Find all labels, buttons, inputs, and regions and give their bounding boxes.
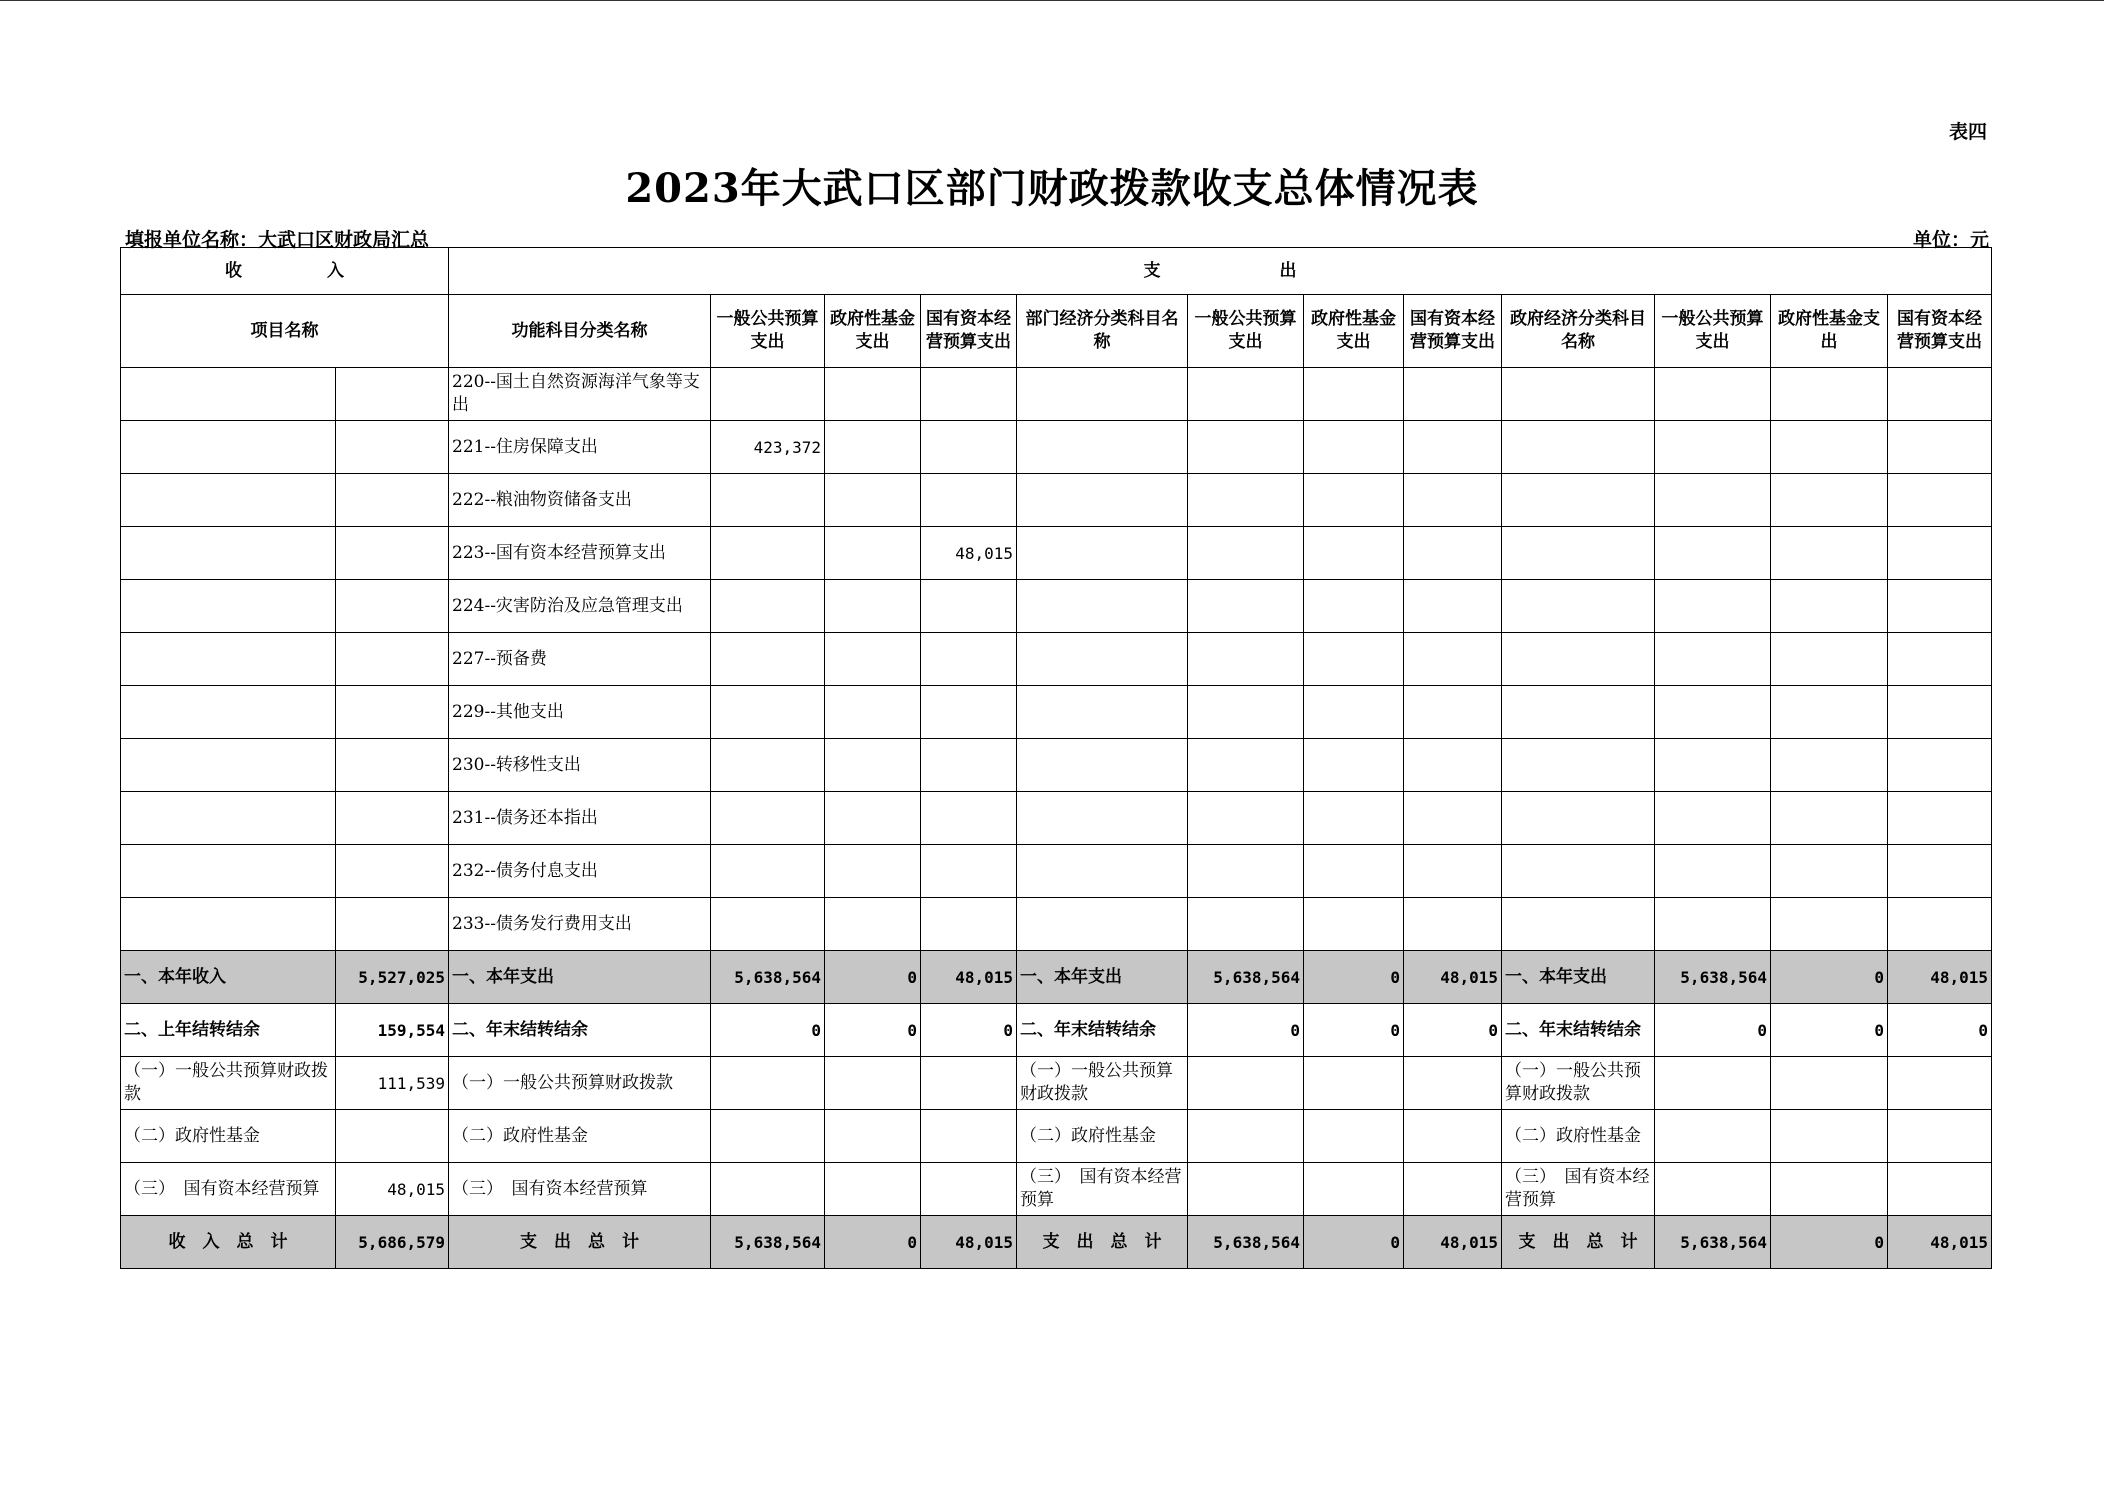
- income-label: [121, 527, 336, 580]
- func-label: 二、年末结转结余: [449, 1004, 711, 1057]
- func-label: （二）政府性基金: [449, 1110, 711, 1163]
- empty-cell: [1888, 421, 1992, 474]
- empty-cell: [1771, 527, 1888, 580]
- empty-cell: [1502, 792, 1655, 845]
- dept-state: [1404, 1163, 1502, 1216]
- gov-fund: [1771, 1163, 1888, 1216]
- function-rows: [121, 368, 1992, 951]
- empty-cell: [1502, 580, 1655, 633]
- empty-cell: [1017, 686, 1188, 739]
- empty-cell: [1771, 845, 1888, 898]
- income-label: [121, 898, 336, 951]
- dept-label: （一）一般公共预算财政拨款: [1017, 1057, 1188, 1110]
- income-value: [336, 580, 449, 633]
- func-label: 227--预备费: [449, 633, 711, 686]
- func-state: [921, 474, 1017, 527]
- empty-cell: [1502, 633, 1655, 686]
- func-general: [711, 739, 825, 792]
- empty-cell: [1404, 739, 1502, 792]
- func-general: 5,638,564: [711, 951, 825, 1004]
- empty-cell: [1655, 580, 1771, 633]
- func-fund: [825, 1057, 921, 1110]
- func-general: 5,638,564: [711, 1216, 825, 1269]
- func-general: [711, 368, 825, 421]
- empty-cell: [1888, 845, 1992, 898]
- col-item-name: 项目名称: [121, 295, 449, 368]
- gov-state: 48,015: [1888, 951, 1992, 1004]
- gov-general: [1655, 1163, 1771, 1216]
- empty-cell: [1304, 898, 1404, 951]
- expense-group-header: 支 出: [449, 248, 1992, 295]
- empty-cell: [1771, 633, 1888, 686]
- income-value: 159,554: [336, 1004, 449, 1057]
- func-label: 一、本年支出: [449, 951, 711, 1004]
- empty-cell: [1655, 739, 1771, 792]
- func-state: [921, 1057, 1017, 1110]
- gov-fund: [1771, 1110, 1888, 1163]
- empty-cell: [1188, 474, 1304, 527]
- income-label: [121, 686, 336, 739]
- empty-cell: [1404, 633, 1502, 686]
- sub-rows: [121, 1057, 1992, 1216]
- income-label: [121, 474, 336, 527]
- empty-cell: [1655, 474, 1771, 527]
- dept-state: 48,015: [1404, 1216, 1502, 1269]
- func-label: 229--其他支出: [449, 686, 711, 739]
- income-value: 48,015: [336, 1163, 449, 1216]
- func-state: [921, 1110, 1017, 1163]
- function-row: [121, 633, 1992, 686]
- col-general-2: 一般公共预算支出: [1188, 295, 1304, 368]
- empty-cell: [1404, 580, 1502, 633]
- empty-cell: [1888, 580, 1992, 633]
- income-label: 二、上年结转结余: [121, 1004, 336, 1057]
- income-value: [336, 898, 449, 951]
- empty-cell: [1304, 421, 1404, 474]
- income-label: [121, 421, 336, 474]
- func-state: [921, 686, 1017, 739]
- func-fund: [825, 739, 921, 792]
- empty-cell: [1502, 474, 1655, 527]
- gov-state: [1888, 1110, 1992, 1163]
- func-general: [711, 633, 825, 686]
- income-label: （二）政府性基金: [121, 1110, 336, 1163]
- income-value: 5,527,025: [336, 951, 449, 1004]
- empty-cell: [1188, 368, 1304, 421]
- func-general: [711, 898, 825, 951]
- dept-state: 48,015: [1404, 951, 1502, 1004]
- func-label: 220--国土自然资源海洋气象等支出: [449, 368, 711, 421]
- empty-cell: [1771, 474, 1888, 527]
- empty-cell: [1888, 792, 1992, 845]
- budget-table: [120, 247, 1992, 1269]
- dept-state: 0: [1404, 1004, 1502, 1057]
- empty-cell: [1502, 686, 1655, 739]
- dept-general: [1188, 1057, 1304, 1110]
- func-state: [921, 633, 1017, 686]
- empty-cell: [1017, 633, 1188, 686]
- group-header-row: [121, 248, 1992, 295]
- func-general: [711, 1163, 825, 1216]
- sub-row: [121, 1163, 1992, 1216]
- func-total-label: 支 出 总 计: [449, 1216, 711, 1269]
- func-label: 222--粮油物资储备支出: [449, 474, 711, 527]
- empty-cell: [1404, 368, 1502, 421]
- empty-cell: [1304, 739, 1404, 792]
- function-row: [121, 792, 1992, 845]
- empty-cell: [1771, 580, 1888, 633]
- income-total-value: 5,686,579: [336, 1216, 449, 1269]
- dept-label: 一、本年支出: [1017, 951, 1188, 1004]
- empty-cell: [1655, 633, 1771, 686]
- func-general: [711, 845, 825, 898]
- col-fund-1: 政府性基金支出: [825, 295, 921, 368]
- gov-fund: 0: [1771, 1004, 1888, 1057]
- empty-cell: [1404, 527, 1502, 580]
- func-general: [711, 580, 825, 633]
- empty-cell: [1404, 898, 1502, 951]
- income-value: [336, 845, 449, 898]
- col-state-3: 国有资本经营预算支出: [1888, 295, 1992, 368]
- dept-label: （三） 国有资本经营预算: [1017, 1163, 1188, 1216]
- top-rule: [0, 0, 2104, 1]
- gov-fund: 0: [1771, 1216, 1888, 1269]
- income-label: [121, 792, 336, 845]
- income-value: [336, 1110, 449, 1163]
- income-value: [336, 474, 449, 527]
- empty-cell: [1304, 527, 1404, 580]
- empty-cell: [1771, 368, 1888, 421]
- empty-cell: [1655, 898, 1771, 951]
- dept-state: [1404, 1110, 1502, 1163]
- income-value: 111,539: [336, 1057, 449, 1110]
- col-state-2: 国有资本经营预算支出: [1404, 295, 1502, 368]
- func-fund: [825, 686, 921, 739]
- func-state: [921, 898, 1017, 951]
- empty-cell: [1404, 686, 1502, 739]
- gov-label: （一）一般公共预算财政拨款: [1502, 1057, 1655, 1110]
- empty-cell: [1304, 474, 1404, 527]
- func-fund: [825, 527, 921, 580]
- func-general: [711, 686, 825, 739]
- income-value: [336, 633, 449, 686]
- empty-cell: [1888, 739, 1992, 792]
- income-value: [336, 792, 449, 845]
- empty-cell: [1655, 421, 1771, 474]
- func-label: （一）一般公共预算财政拨款: [449, 1057, 711, 1110]
- sub-row: [121, 1110, 1992, 1163]
- dept-fund: 0: [1304, 1004, 1404, 1057]
- func-general: 423,372: [711, 421, 825, 474]
- empty-cell: [1888, 368, 1992, 421]
- dept-label: （二）政府性基金: [1017, 1110, 1188, 1163]
- gov-state: [1888, 1163, 1992, 1216]
- column-header-row: [121, 295, 1992, 368]
- empty-cell: [1404, 845, 1502, 898]
- gov-general: 0: [1655, 1004, 1771, 1057]
- gov-label: 二、年末结转结余: [1502, 1004, 1655, 1057]
- empty-cell: [1502, 527, 1655, 580]
- function-row: [121, 739, 1992, 792]
- sub-row: [121, 1057, 1992, 1110]
- empty-cell: [1017, 898, 1188, 951]
- func-general: [711, 1110, 825, 1163]
- func-state: [921, 739, 1017, 792]
- function-row: [121, 368, 1992, 421]
- currency-unit: 单位：元: [1912, 229, 1989, 251]
- empty-cell: [1888, 686, 1992, 739]
- empty-cell: [1404, 421, 1502, 474]
- empty-cell: [1771, 898, 1888, 951]
- empty-cell: [1771, 686, 1888, 739]
- empty-cell: [1655, 686, 1771, 739]
- func-fund: [825, 368, 921, 421]
- func-general: [711, 527, 825, 580]
- income-label: [121, 368, 336, 421]
- gov-general: 5,638,564: [1655, 1216, 1771, 1269]
- dept-fund: 0: [1304, 1216, 1404, 1269]
- reporting-unit: 填报单位名称：大武口区财政局汇总: [125, 229, 430, 251]
- empty-cell: [1771, 792, 1888, 845]
- income-total-label: 收 入 总 计: [121, 1216, 336, 1269]
- func-fund: [825, 474, 921, 527]
- function-row: [121, 898, 1992, 951]
- income-value: [336, 368, 449, 421]
- gov-label: 一、本年支出: [1502, 951, 1655, 1004]
- income-label: [121, 633, 336, 686]
- col-state-1: 国有资本经营预算支出: [921, 295, 1017, 368]
- func-fund: 0: [825, 951, 921, 1004]
- func-label: 221--住房保障支出: [449, 421, 711, 474]
- func-label: 231--债务还本指出: [449, 792, 711, 845]
- carryover-row: [121, 1004, 1992, 1057]
- dept-fund: 0: [1304, 951, 1404, 1004]
- func-fund: [825, 898, 921, 951]
- gov-total-label: 支 出 总 计: [1502, 1216, 1655, 1269]
- income-label: [121, 739, 336, 792]
- gov-state: [1888, 1057, 1992, 1110]
- func-label: 232--债务付息支出: [449, 845, 711, 898]
- function-row: [121, 580, 1992, 633]
- gov-label: （三） 国有资本经营预算: [1502, 1163, 1655, 1216]
- function-row: [121, 845, 1992, 898]
- empty-cell: [1017, 527, 1188, 580]
- dept-fund: [1304, 1163, 1404, 1216]
- func-state: [921, 1163, 1017, 1216]
- func-state: [921, 792, 1017, 845]
- func-label: 223--国有资本经营预算支出: [449, 527, 711, 580]
- func-fund: [825, 633, 921, 686]
- gov-label: （二）政府性基金: [1502, 1110, 1655, 1163]
- empty-cell: [1655, 845, 1771, 898]
- empty-cell: [1017, 368, 1188, 421]
- func-fund: [825, 421, 921, 474]
- empty-cell: [1502, 368, 1655, 421]
- empty-cell: [1188, 421, 1304, 474]
- func-label: 230--转移性支出: [449, 739, 711, 792]
- income-value: [336, 421, 449, 474]
- empty-cell: [1655, 792, 1771, 845]
- empty-cell: [1888, 898, 1992, 951]
- empty-cell: [1188, 792, 1304, 845]
- func-state: [921, 580, 1017, 633]
- empty-cell: [1188, 686, 1304, 739]
- totals-row: [121, 1216, 1992, 1269]
- empty-cell: [1017, 421, 1188, 474]
- empty-cell: [1502, 421, 1655, 474]
- empty-cell: [1017, 580, 1188, 633]
- empty-cell: [1502, 739, 1655, 792]
- func-state: [921, 845, 1017, 898]
- current-year-row: [121, 951, 1992, 1004]
- empty-cell: [1304, 633, 1404, 686]
- func-state: [921, 368, 1017, 421]
- empty-cell: [1188, 633, 1304, 686]
- empty-cell: [1017, 739, 1188, 792]
- col-fund-3: 政府性基金支出: [1771, 295, 1888, 368]
- income-value: [336, 527, 449, 580]
- col-general-3: 一般公共预算支出: [1655, 295, 1771, 368]
- empty-cell: [1017, 792, 1188, 845]
- empty-cell: [1188, 580, 1304, 633]
- func-general: [711, 792, 825, 845]
- empty-cell: [1188, 527, 1304, 580]
- func-fund: [825, 792, 921, 845]
- func-general: [711, 1057, 825, 1110]
- col-gov-econ: 政府经济分类科目名称: [1502, 295, 1655, 368]
- func-label: （三） 国有资本经营预算: [449, 1163, 711, 1216]
- col-general-1: 一般公共预算支出: [711, 295, 825, 368]
- dept-general: 5,638,564: [1188, 1216, 1304, 1269]
- col-func-name: 功能科目分类名称: [449, 295, 711, 368]
- func-fund: [825, 1163, 921, 1216]
- dept-general: 5,638,564: [1188, 951, 1304, 1004]
- func-state: 48,015: [921, 1216, 1017, 1269]
- gov-state: 48,015: [1888, 1216, 1992, 1269]
- page-title: 2023年大武口区部门财政拨款收支总体情况表: [625, 165, 1479, 212]
- dept-general: [1188, 1110, 1304, 1163]
- function-row: [121, 421, 1992, 474]
- gov-state: 0: [1888, 1004, 1992, 1057]
- empty-cell: [1888, 633, 1992, 686]
- empty-cell: [1771, 739, 1888, 792]
- empty-cell: [1771, 421, 1888, 474]
- dept-general: 0: [1188, 1004, 1304, 1057]
- empty-cell: [1502, 898, 1655, 951]
- income-label: [121, 845, 336, 898]
- func-label: 233--债务发行费用支出: [449, 898, 711, 951]
- gov-fund: [1771, 1057, 1888, 1110]
- col-dept-econ: 部门经济分类科目名称: [1017, 295, 1188, 368]
- func-fund: [825, 1110, 921, 1163]
- function-row: [121, 474, 1992, 527]
- empty-cell: [1888, 474, 1992, 527]
- table-number: 表四: [1948, 121, 1987, 143]
- income-label: （三） 国有资本经营预算: [121, 1163, 336, 1216]
- empty-cell: [1404, 792, 1502, 845]
- func-fund: 0: [825, 1216, 921, 1269]
- empty-cell: [1888, 527, 1992, 580]
- income-group-header: 收 入: [121, 248, 449, 295]
- func-general: [711, 474, 825, 527]
- empty-cell: [1017, 474, 1188, 527]
- dept-state: [1404, 1057, 1502, 1110]
- func-fund: [825, 845, 921, 898]
- income-value: [336, 739, 449, 792]
- empty-cell: [1404, 474, 1502, 527]
- dept-label: 二、年末结转结余: [1017, 1004, 1188, 1057]
- gov-general: [1655, 1057, 1771, 1110]
- dept-fund: [1304, 1057, 1404, 1110]
- empty-cell: [1502, 845, 1655, 898]
- empty-cell: [1304, 580, 1404, 633]
- col-fund-2: 政府性基金支出: [1304, 295, 1404, 368]
- empty-cell: [1304, 845, 1404, 898]
- empty-cell: [1304, 368, 1404, 421]
- dept-general: [1188, 1163, 1304, 1216]
- func-fund: 0: [825, 1004, 921, 1057]
- income-label: [121, 580, 336, 633]
- function-row: [121, 686, 1992, 739]
- empty-cell: [1655, 527, 1771, 580]
- gov-general: 5,638,564: [1655, 951, 1771, 1004]
- empty-cell: [1304, 686, 1404, 739]
- empty-cell: [1017, 845, 1188, 898]
- empty-cell: [1655, 368, 1771, 421]
- income-value: [336, 686, 449, 739]
- income-label: 一、本年收入: [121, 951, 336, 1004]
- gov-fund: 0: [1771, 951, 1888, 1004]
- dept-total-label: 支 出 总 计: [1017, 1216, 1188, 1269]
- empty-cell: [1188, 898, 1304, 951]
- func-state: [921, 421, 1017, 474]
- function-row: [121, 527, 1992, 580]
- func-general: 0: [711, 1004, 825, 1057]
- func-fund: [825, 580, 921, 633]
- gov-general: [1655, 1110, 1771, 1163]
- empty-cell: [1304, 792, 1404, 845]
- dept-fund: [1304, 1110, 1404, 1163]
- empty-cell: [1188, 845, 1304, 898]
- func-state: 48,015: [921, 527, 1017, 580]
- func-label: 224--灾害防治及应急管理支出: [449, 580, 711, 633]
- income-label: （一）一般公共预算财政拨款: [121, 1057, 336, 1110]
- func-state: 48,015: [921, 951, 1017, 1004]
- empty-cell: [1188, 739, 1304, 792]
- func-state: 0: [921, 1004, 1017, 1057]
